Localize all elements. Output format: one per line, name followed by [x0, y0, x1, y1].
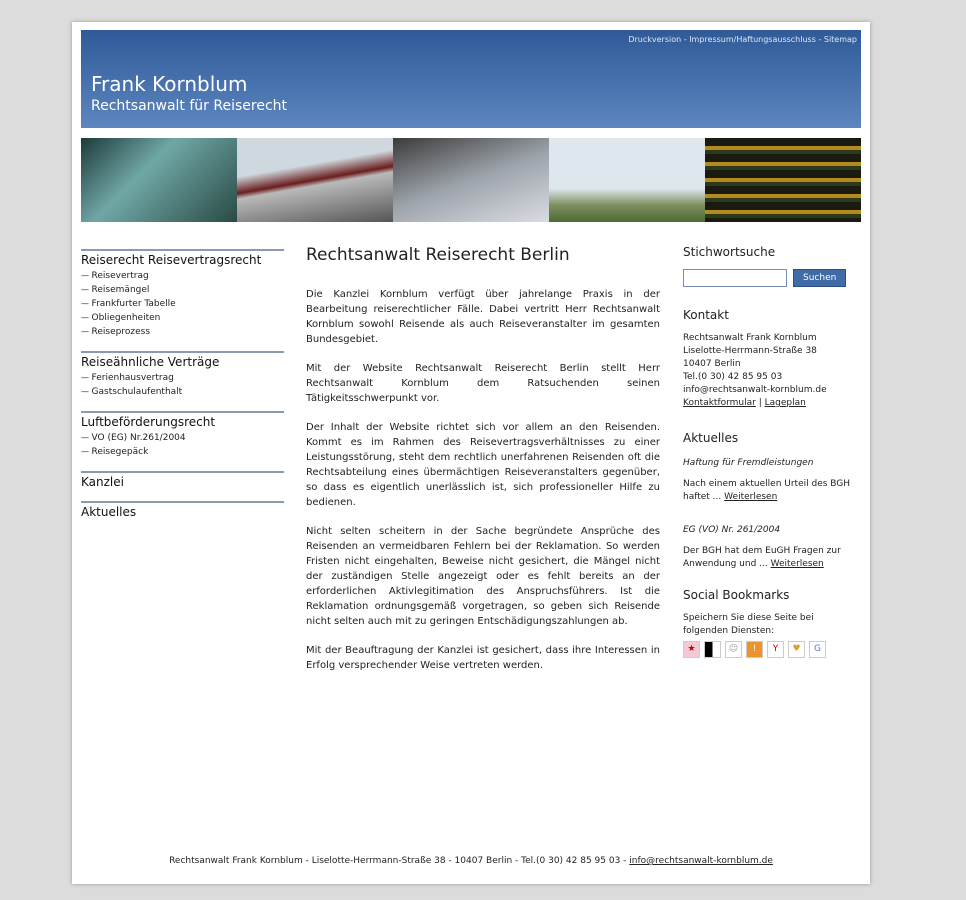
map-link[interactable]: Lageplan [764, 398, 806, 408]
header [81, 30, 861, 128]
news-item-title: EG (VO) Nr. 261/2004 [683, 525, 781, 535]
delicious-icon[interactable] [704, 641, 721, 658]
top-links: Druckversion - Impressum/Haftungsausschluss - Sitemap [628, 35, 857, 44]
social-icons [683, 641, 853, 658]
nav-section-title[interactable]: Reiseähnliche Verträge [81, 355, 220, 369]
yigg-icon[interactable]: Y [767, 641, 784, 658]
keyboard-image [393, 138, 549, 222]
separator: | [758, 398, 762, 408]
star-icon[interactable]: ★ [683, 641, 700, 658]
train-image [237, 138, 393, 222]
footer-email-link[interactable]: info@rechtsanwalt-kornblum.de [629, 856, 773, 866]
read-more-link[interactable]: Weiterlesen [724, 492, 778, 502]
sitemap-link[interactable]: Sitemap [823, 35, 857, 44]
webnews-icon[interactable]: ♥ [788, 641, 805, 658]
nav-section [81, 471, 284, 489]
paragraph: Nicht selten scheitern in der Sache begründete Ansprüche des Reisenden an vermeidbaren Fehlern bei der Reklamation. So werden Fristen nicht eingehalten, Beweise nicht gesichert, die Mängel nicht der zuständigen Stelle angezeigt oder es fehlt bereits an der erforderlichen Aktivlegitimation des Anspruchsführers. Ist die Reklamation ordnungsgemäß vorgetragen, so geben sich Reisende nicht selten auch mit zu geringen Entschädigungszahlungen ab. [306, 526, 660, 627]
contact-email[interactable]: info@rechtsanwalt-kornblum.de [683, 385, 827, 395]
image-strip [81, 138, 861, 222]
nav-item[interactable]: — Reiseprozess [81, 325, 284, 339]
nav-item[interactable]: — Obliegenheiten [81, 311, 284, 325]
site-title[interactable]: Frank Kornblum [91, 72, 248, 96]
nav-item[interactable]: — Reisegepäck [81, 445, 284, 459]
site-subtitle: Rechtsanwalt für Reiserecht [91, 98, 288, 114]
read-more-link[interactable]: Weiterlesen [770, 559, 824, 569]
nav-section-title[interactable]: Luftbeförderungsrecht [81, 415, 216, 429]
nav-list [81, 269, 284, 339]
search-input[interactable] [683, 269, 787, 287]
nav-section [81, 249, 284, 339]
right-sidebar [683, 244, 853, 658]
nav-section [81, 411, 284, 459]
sidebar-nav [81, 249, 284, 531]
nav-item[interactable]: — Frankfurter Tabelle [81, 297, 284, 311]
nav-section-title[interactable]: Aktuelles [81, 505, 137, 519]
contact-name: Rechtsanwalt Frank Kornblum [683, 333, 817, 343]
nav-item[interactable]: — VO (EG) Nr.261/2004 [81, 431, 284, 445]
imprint-link[interactable]: Impressum/Haftungsausschluss [689, 35, 816, 44]
stumble-icon[interactable]: ! [746, 641, 763, 658]
nav-item[interactable]: — Ferienhausvertrag [81, 371, 284, 385]
nav-item[interactable]: — Reisevertrag [81, 269, 284, 283]
search-form [683, 269, 853, 287]
news-title: Aktuelles [683, 431, 739, 445]
google-icon[interactable]: G [809, 641, 826, 658]
nav-section [81, 501, 284, 519]
social-text: Speichern Sie diese Seite bei folgenden Diensten: [683, 613, 814, 636]
nav-section-title[interactable]: Reiserecht Reisevertragsrecht [81, 253, 262, 267]
contact-street: Liselotte-Herrmann-Straße 38 [683, 346, 817, 356]
luggage-image [81, 138, 237, 222]
news-item-text: Der BGH hat dem EuGH Fragen zur Anwendung und ... [683, 546, 841, 569]
paragraph: Die Kanzlei Kornblum verfügt über jahrelange Praxis in der Bearbeitung reiserechtlicher Fälle. Dabei vertritt Herr Rechtsanwalt Kornblum sowohl Reisende als auch Reiseveranstalter im gesamten Bundesgebiet. [306, 289, 660, 345]
paragraph: Der Inhalt der Website richtet sich vor allem an den Reisenden. Kommt es im Rahmen des Reisevertragsverhältnisses zu einer Leistungsstörung, steht dem rechtlich unerfahrenen Reisenden oft die Rechtsabteilung eines übermächtigen Reiseveranstalters gegenüber, so dass es eigentlich unerlässlich ist, sich professioneller Hilfe zu bedienen. [306, 422, 660, 508]
search-title: Stichwortsuche [683, 245, 776, 259]
footer-text: Rechtsanwalt Frank Kornblum - Liselotte-Herrmann-Straße 38 - 10407 Berlin - Tel.(0 30) 42 85 95 03 - [169, 856, 630, 866]
contact-city: 10407 Berlin [683, 359, 741, 369]
social-title: Social Bookmarks [683, 588, 790, 602]
paragraph: Mit der Beauftragung der Kanzlei ist gesichert, dass ihre Interessen in Erfolg versprechender Weise vertreten werden. [306, 645, 660, 671]
nav-section-title[interactable]: Kanzlei [81, 475, 124, 489]
mister-wong-icon[interactable]: ☺ [725, 641, 742, 658]
nav-item[interactable]: — Reisemängel [81, 283, 284, 297]
contact-form-link[interactable]: Kontaktformular [683, 398, 756, 408]
paragraph: Mit der Website Rechtsanwalt Reiserecht Berlin stellt Herr Rechtsanwalt Kornblum dem Ratsuchenden seinen Tätigkeitsschwerpunkt vor. [306, 363, 660, 404]
contact-phone: Tel.(0 30) 42 85 95 03 [683, 372, 783, 382]
departure-board-image [705, 138, 861, 222]
news-item-title: Haftung für Fremdleistungen [683, 458, 814, 468]
airplane-image [549, 138, 705, 222]
page [72, 22, 870, 884]
nav-list [81, 371, 284, 399]
footer [72, 856, 870, 866]
print-link[interactable]: Druckversion [628, 35, 682, 44]
page-title: Rechtsanwalt Reiserecht Berlin [306, 245, 570, 265]
news-item-text: Nach einem aktuellen Urteil des BGH haftet ... [683, 479, 851, 502]
nav-section [81, 351, 284, 399]
nav-list [81, 431, 284, 459]
contact-title: Kontakt [683, 308, 729, 322]
search-button[interactable]: Suchen [793, 269, 846, 287]
main-content [306, 244, 660, 687]
nav-item[interactable]: — Gastschulaufenthalt [81, 385, 284, 399]
